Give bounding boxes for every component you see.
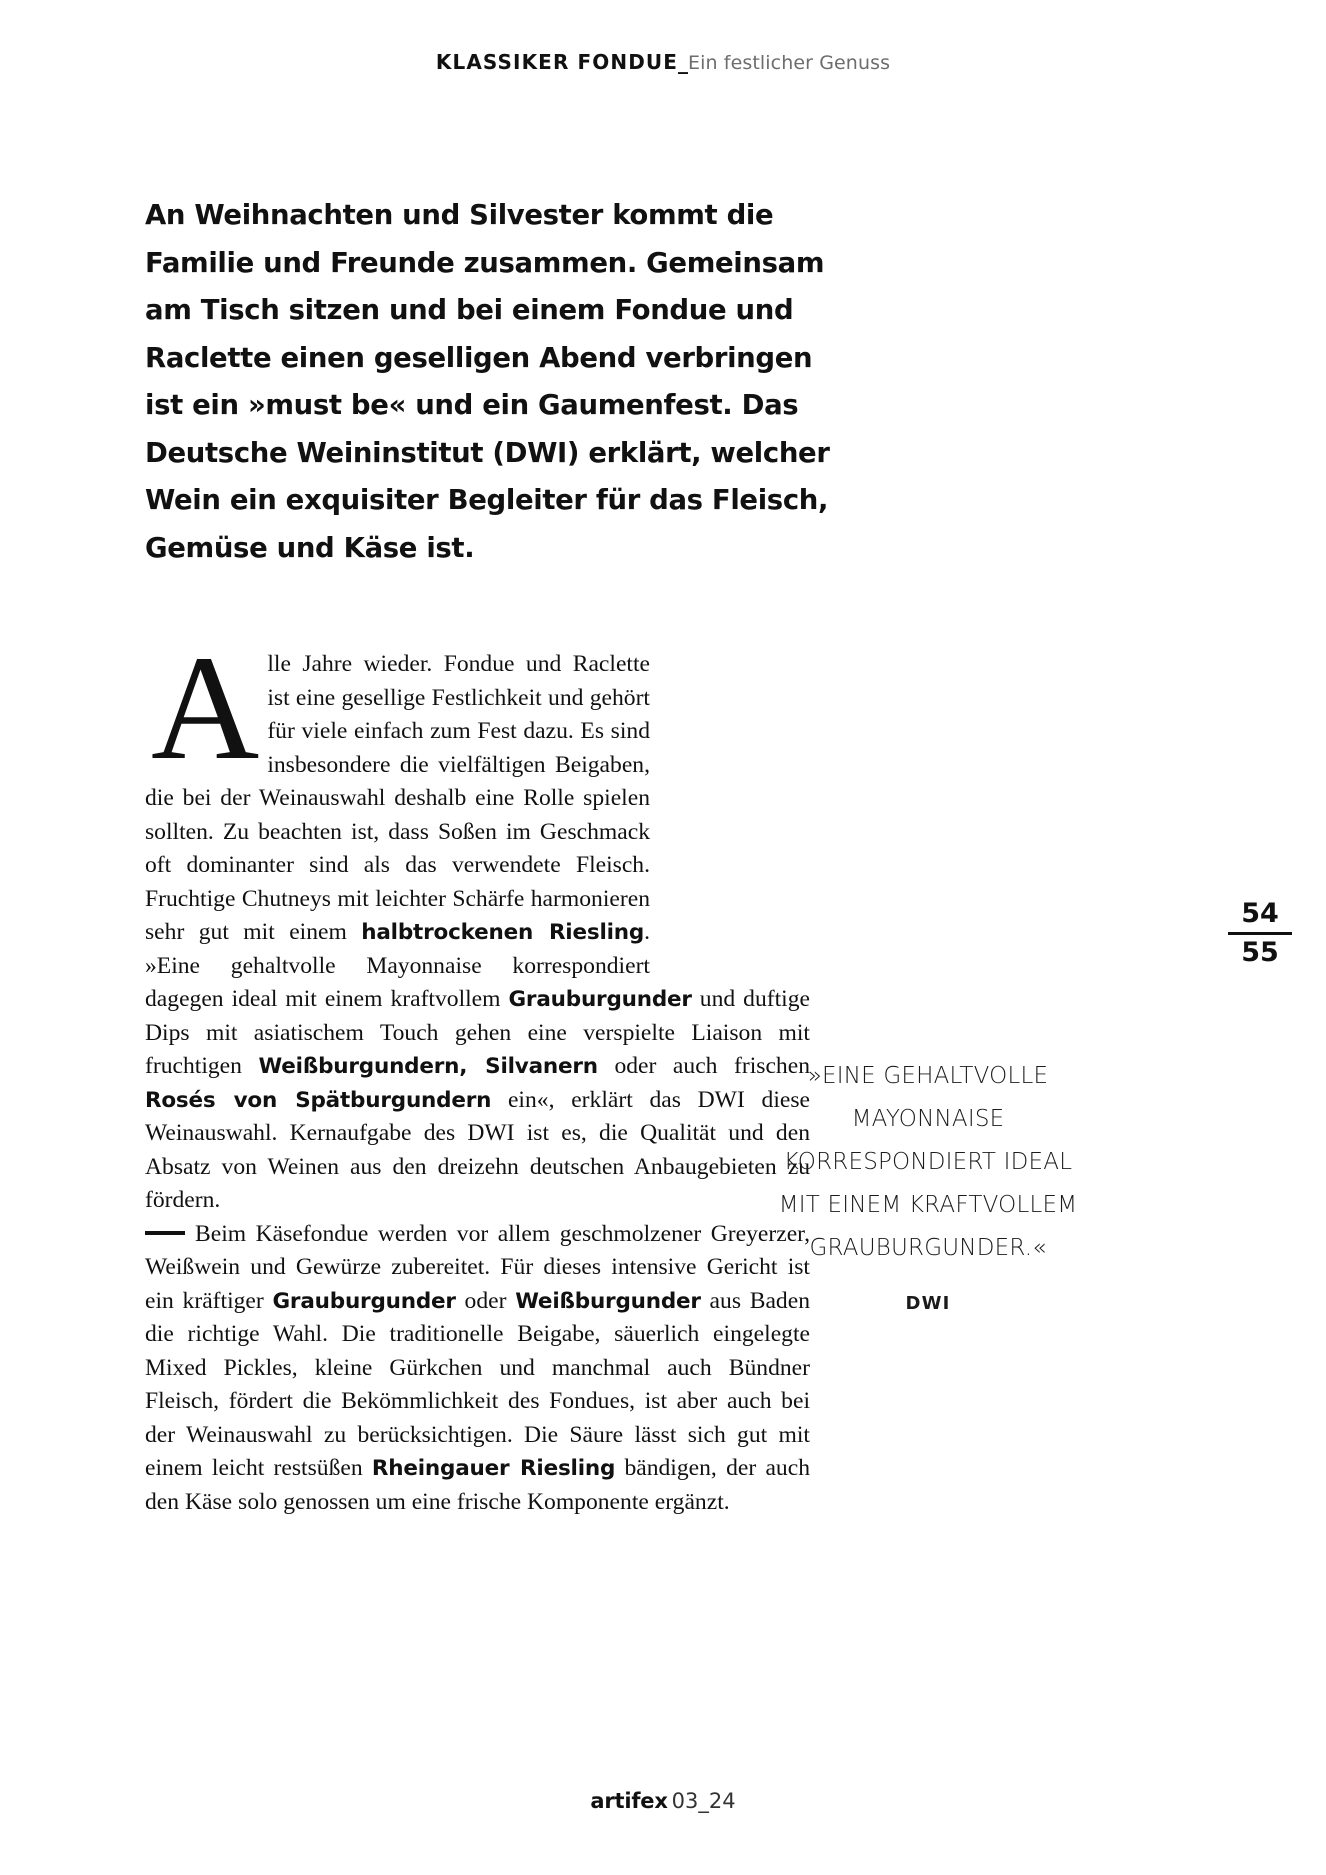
footer: [0, 1789, 1326, 1813]
folio-page-right: 55: [1241, 937, 1279, 968]
pull-quote: [768, 1055, 1088, 1325]
body-text: Beim Käsefondue werden vor allem geschmolzener Greyerzer, Weißwein und Gewürze zubereitet. Für dieses intensive Gericht ist ein kräftiger: [145, 1220, 810, 1314]
wine-emphasis: Weißburgundern, Silvanern: [258, 1054, 598, 1079]
lede-line: am Tisch sitzen und bei einem Fondue und: [145, 294, 794, 326]
body-text: ein«, erklärt das DWI diese Weinauswahl. Kernaufgabe des DWI ist es, die Qualität und den Absatz von Weinen aus den dreizehn deutschen Anbaugebieten zu fördern.: [145, 1086, 811, 1213]
pullquote-wrap-shelf: [650, 648, 810, 978]
wine-emphasis: Grauburgunder: [272, 1288, 456, 1314]
running-head: [0, 50, 1326, 74]
lede-line: Deutsche Weininstitut (DWI) erklärt, welcher: [145, 436, 830, 469]
folio-page-left: 54: [1241, 898, 1279, 929]
lede-line: Wein ein exquisiter Begleiter für das Fleisch,: [145, 484, 829, 516]
wine-emphasis: Weißburgunder: [515, 1288, 701, 1314]
wine-emphasis: Grauburgunder: [508, 987, 692, 1012]
wine-emphasis: Rosés von Spätburgundern: [145, 1087, 492, 1113]
lede-line: Raclette einen geselligen Abend verbringen: [145, 341, 813, 374]
drop-cap: A: [151, 625, 260, 791]
pull-quote-line: KORRESPONDIERT IDEAL: [783, 1149, 1073, 1175]
wine-emphasis: halbtrockenen Riesling: [361, 920, 645, 945]
footer-brand: artifex: [590, 1789, 668, 1813]
running-head-subtitle: Ein festlicher Genuss: [688, 52, 891, 74]
folio-rule: [1228, 932, 1292, 935]
body-paragraph-2: [145, 1218, 810, 1520]
wine-emphasis: Rheingauer Riesling: [371, 1456, 616, 1481]
lede-line: ist ein »must be« und ein Gaumenfest. Das: [145, 389, 799, 421]
body-text: lle Jahre wieder. Fondue und Raclette ist eine gesellige Festlichkeit und gehört für viele einfach zum Fest dazu. Es sind insbesondere die vielfältigen Beigaben, die bei der Weinauswahl deshalb eine Rolle spielen sollten. Zu beachten ist, dass Soßen im Geschmack oft dominanter sind als das verwendete Fleisch. Fruchtige Chutneys mit leichter Schärfe harmonieren sehr gut mit einem: [145, 651, 650, 945]
running-head-title: KLASSIKER FONDUE: [435, 50, 679, 74]
body-text: oder: [455, 1287, 516, 1314]
article-body: [145, 625, 811, 1519]
pull-quote-line: GRAUBURGUNDER.«: [809, 1235, 1047, 1261]
body-text: aus Baden die richtige Wahl. Die traditionelle Beigabe, säuerlich eingelegte Mixed Pickles, kleine Gürkchen und manchmal auch Bündner Fleisch, fördert die Bekömmlichkeit des Fondues, ist aber auch bei der Weinauswahl zu berücksichtigen. Die Säure lässt sich gut mit einem leicht restsüßen: [145, 1287, 810, 1481]
footer-issue: 03_24: [671, 1789, 736, 1813]
body-text: . »Eine gehaltvolle Mayonnaise korrespondiert dagegen ideal mit einem kraftvollem: [145, 919, 650, 1012]
lede-line: Familie und Freunde zusammen. Gemeinsam: [145, 246, 825, 279]
running-head-separator: _: [678, 50, 689, 74]
body-paragraph-1: [145, 625, 811, 1218]
body-text: bändigen, der auch den Käse solo genossen um eine frische Komponente ergänzt.: [145, 1455, 810, 1515]
lede-paragraph: [145, 192, 845, 572]
paragraph-dash-rule: [145, 1231, 185, 1235]
body-text: und duftige Dips mit asiatischem Touch gehen eine verspielte Liaison mit fruchtigen: [145, 986, 810, 1079]
lede-line: Gemüse und Käse ist.: [145, 531, 475, 564]
pull-quote-line: »EINE GEHALTVOLLE: [807, 1063, 1049, 1089]
pull-quote-line: MAYONNAISE: [851, 1106, 1005, 1132]
pull-quote-attribution: DWI: [905, 1293, 951, 1314]
folio: [1228, 898, 1292, 969]
lede-line: An Weihnachten und Silvester kommt die: [145, 199, 774, 231]
pull-quote-line: MIT EINEM KRAFTVOLLEM: [778, 1192, 1078, 1218]
body-text: oder auch frischen: [597, 1053, 810, 1079]
